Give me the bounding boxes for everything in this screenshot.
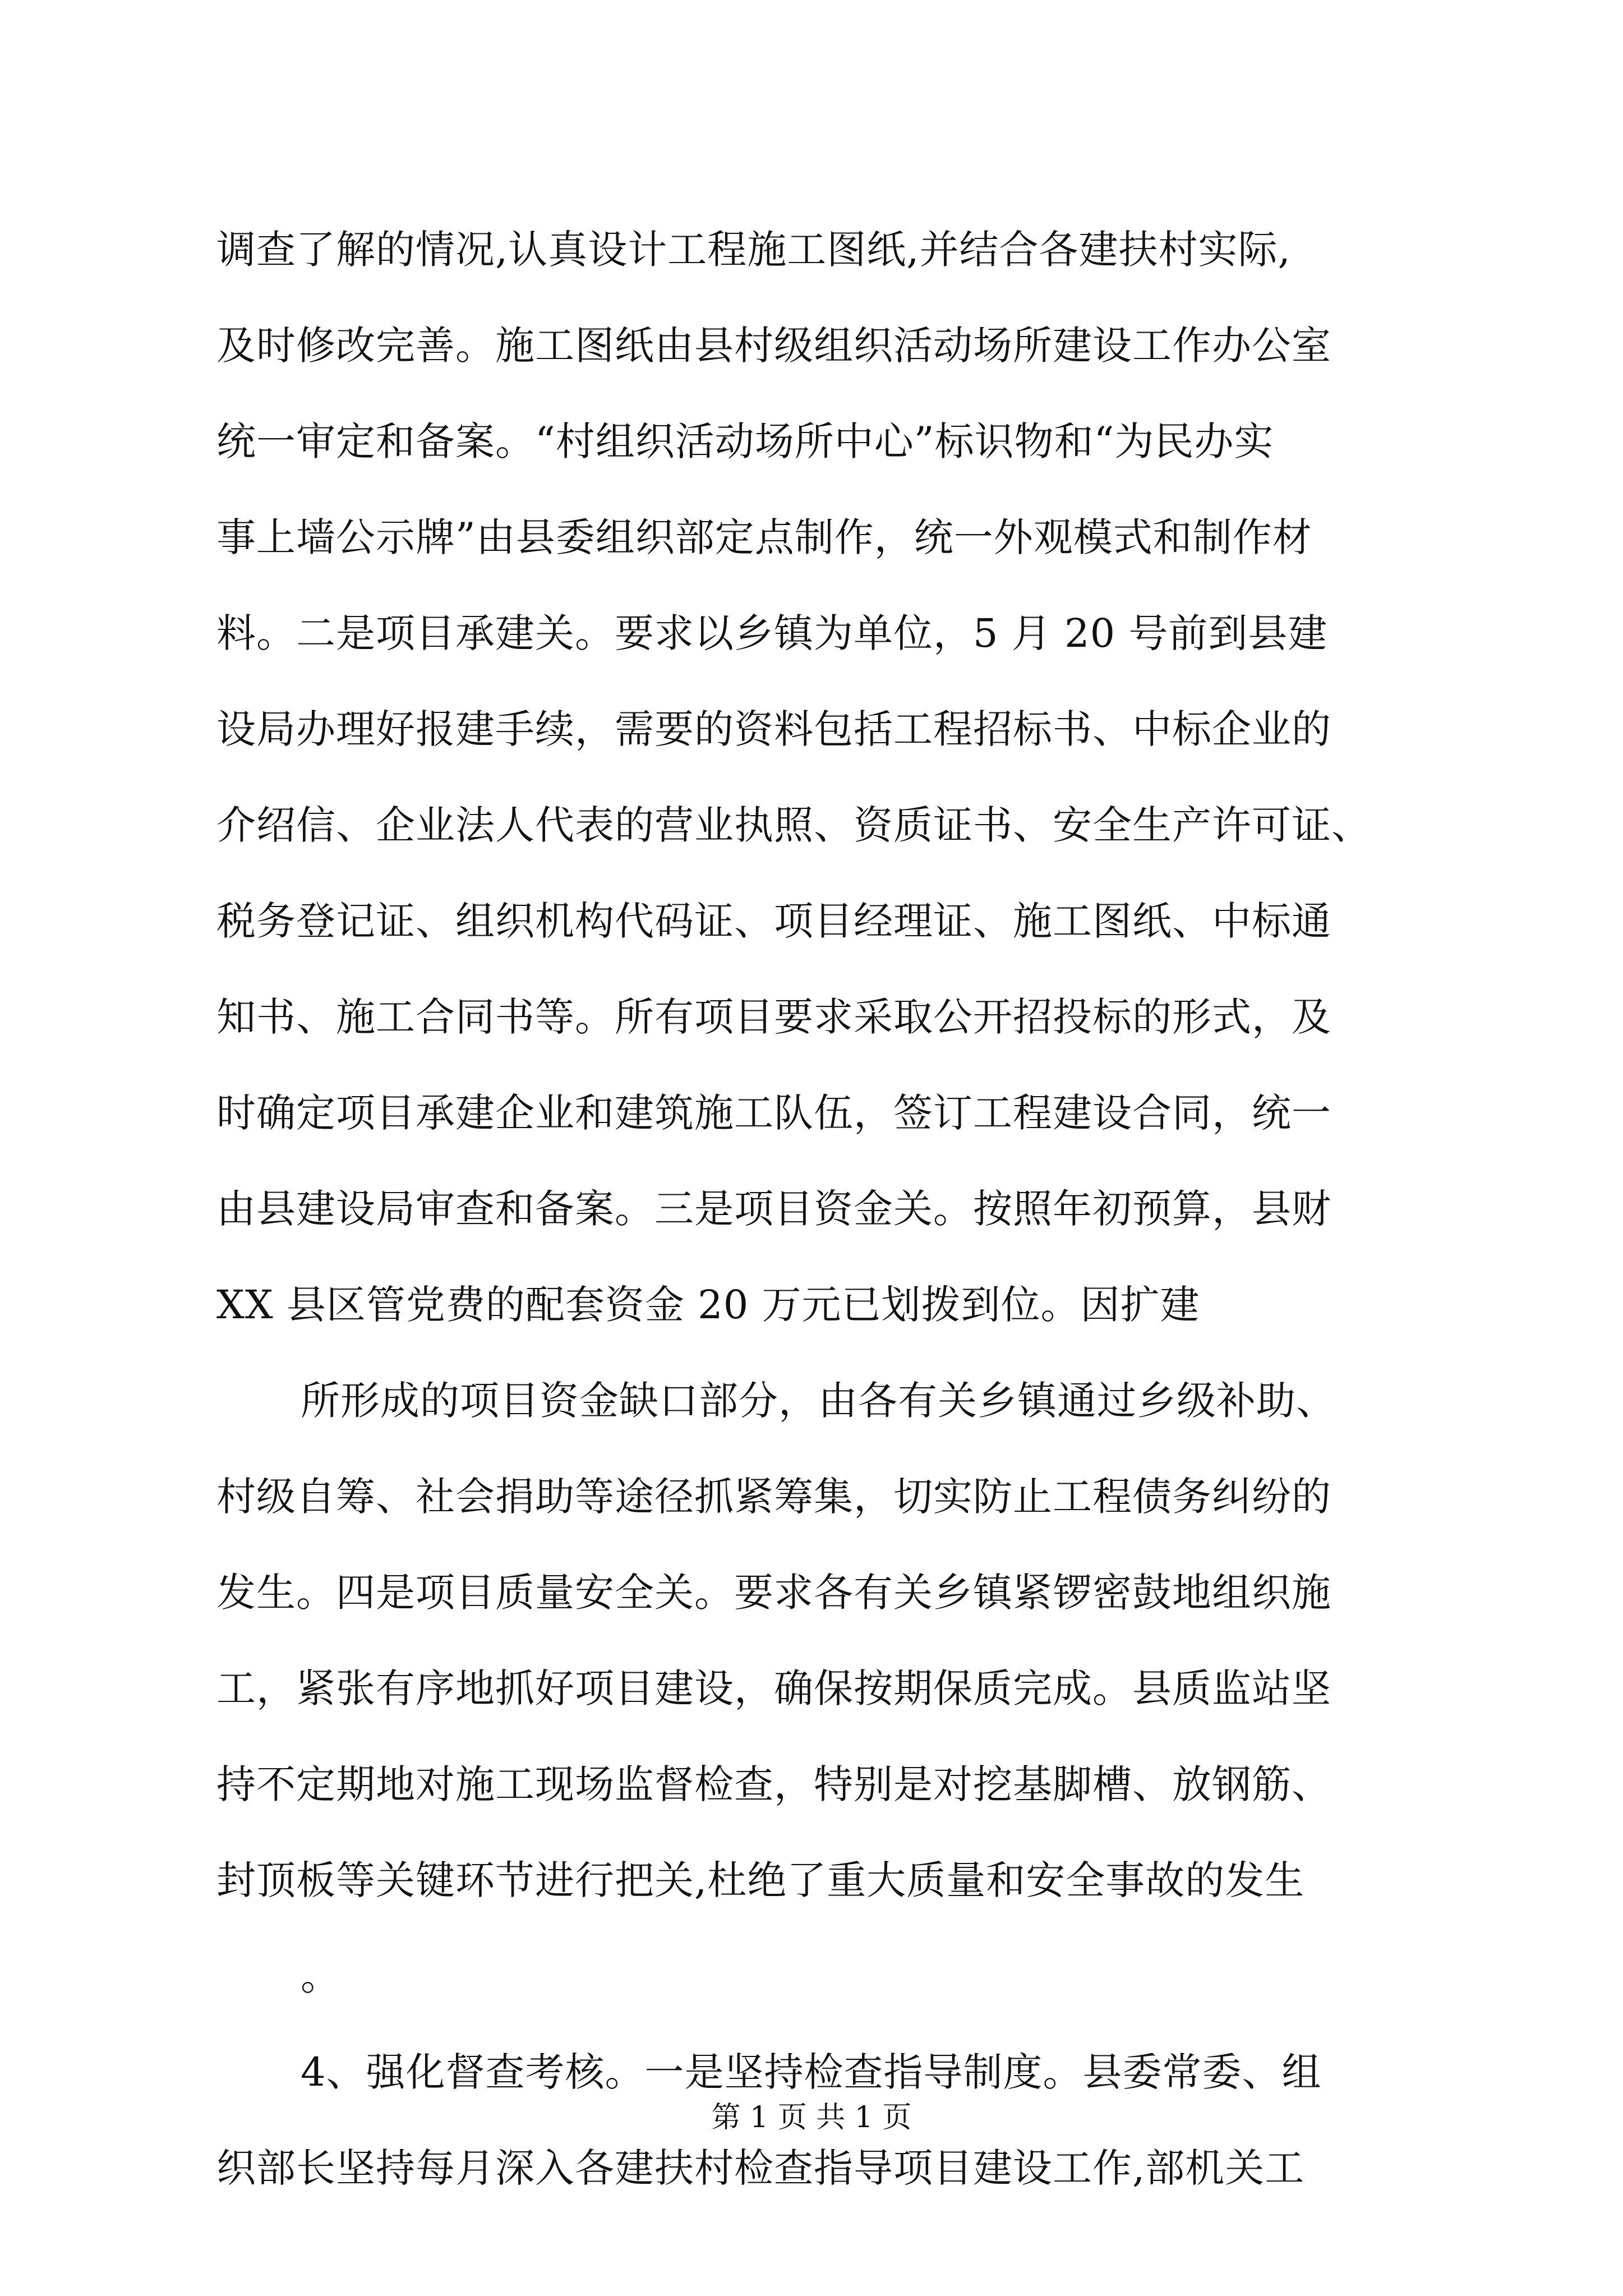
text-line: 知书、施工合同书等。所有项目要求采取公开招投标的形式，及	[216, 994, 1331, 1040]
text-line: 调查了解的情况,认真设计工程施工图纸,并结合各建扶村实际,	[216, 227, 1291, 273]
text-line: 事上墙公示牌”由县委组织部定点制作，统一外观模式和制作材	[216, 514, 1312, 560]
text-line: 封顶板等关键环节进行把关,杜绝了重大质量和安全事故的发生	[216, 1857, 1305, 1903]
document-body	[216, 202, 1417, 2216]
text-line: 统一审定和备案。“村组织活动场所中心”标识物和“为民办实	[216, 418, 1274, 464]
text-line: 税务登记证、组织机构代码证、项目经理证、施工图纸、中标通	[216, 898, 1331, 944]
page-number-footer: 第 1 页 共 1 页	[711, 2101, 912, 2134]
text-line: 及时修改完善。施工图纸由县村级组织活动场所建设工作办公室	[216, 323, 1331, 369]
paragraph-start-line: 4、强化督查考核。一是坚持检查指导制度。县委常委、组	[301, 2049, 1322, 2095]
text-line: XX 县区管党费的配套资金 20 万元已划拨到位。因扩建	[216, 1282, 1200, 1328]
text-line: 由县建设局审查和备案。三是项目资金关。按照年初预算，县财	[216, 1186, 1331, 1232]
text-line: 持不定期地对施工现场监督检查，特别是对挖基脚槽、放钢筋、	[216, 1761, 1331, 1807]
text-line: 时确定项目承建企业和建筑施工队伍，签订工程建设合同，统一	[216, 1090, 1331, 1136]
text-line: 工，紧张有序地抓好项目建设，确保按期保质完成。县质监站坚	[216, 1665, 1331, 1711]
text-line: 设局办理好报建手续，需要的资料包括工程招标书、中标企业的	[216, 706, 1331, 752]
paragraph-start-line: 所形成的项目资金缺口部分，由各有关乡镇通过乡级补助、	[301, 1378, 1336, 1424]
text-line: 村级自筹、社会捐助等途径抓紧筹集，切实防止工程债务纠纷的	[216, 1474, 1331, 1520]
text-line: 。	[301, 1953, 340, 1999]
text-line: 织部长坚持每月深入各建扶村检查指导项目建设工作,部机关工	[216, 2145, 1305, 2191]
text-line: 料。二是项目承建关。要求以乡镇为单位，5 月 20 号前到县建	[216, 610, 1328, 656]
text-line: 介绍信、企业法人代表的营业执照、资质证书、安全生产许可证、	[216, 802, 1371, 848]
text-line: 发生。四是项目质量安全关。要求各有关乡镇紧锣密鼓地组织施	[216, 1570, 1331, 1616]
